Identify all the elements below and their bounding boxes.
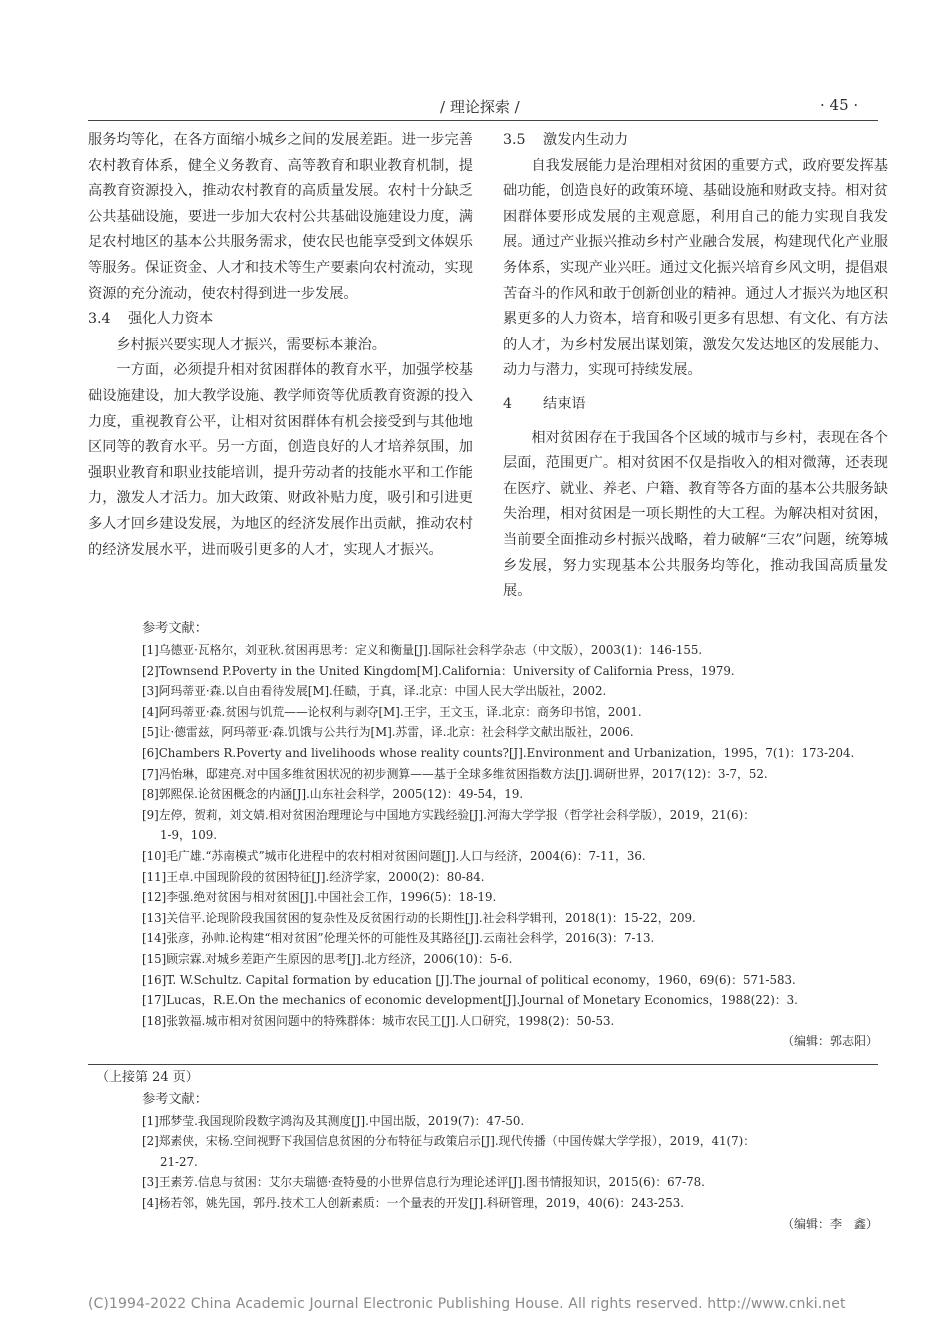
section-title: 强化人力资本: [128, 311, 214, 328]
section-number: 4: [503, 395, 513, 412]
reference-item: [2]郑素侠，宋杨.空间视野下我国信息贫困的分布特征与政策启示[J].现代传播（中国传媒大学学报），2019，41(7)：: [142, 1134, 756, 1149]
section-number: 3.5: [503, 132, 526, 148]
reference-item: [4]阿玛蒂亚·森.贫困与饥荒——论权利与剥夺[M].王宇，王文玉，译.北京：商务印书馆，2001.: [142, 704, 642, 719]
reference-item: [5]让·德雷兹，阿玛蒂亚·森.饥饿与公共行为[M].苏雷，译.北京：社会科学文献出版社，2006.: [142, 725, 634, 740]
header-rule: [88, 120, 878, 121]
reference-item-continuation: 21-27.: [160, 1154, 198, 1169]
reference-item: [11]王卓.中国现阶段的贫困特征[J].经济学家，2000(2)：80-84.: [142, 869, 485, 884]
reference-item: [14]张彦，孙帅.论构建“相对贫困”伦理关怀的可能性及其路径[J].云南社会科学，2016(3)：7-13.: [142, 931, 655, 946]
references-block: [96, 618, 878, 1052]
section-4-heading: [503, 392, 888, 418]
reference-item: [17]Lucas，R.E.On the mechanics of economic development[J].Journal of Monetary Economics，1988(22)：3.: [142, 993, 798, 1008]
reference-item: [15]顾宗霖.对城乡差距产生原因的思考[J].北方经济，2006(10)：5-6.: [142, 951, 513, 966]
reference-item: [9]左停，贺莉，刘文婧.相对贫困治理理论与中国地方实践经验[J].河海大学学报（哲学社会科学版），2019，21(6)：: [142, 807, 756, 822]
right-column: [503, 128, 888, 605]
continued-label: （上接第 24 页）: [96, 1070, 199, 1085]
editor-note: （编辑：郭志阳）: [781, 1034, 878, 1049]
left-column: [88, 128, 473, 563]
reference-item: [10]毛广雄.“苏南模式”城市化进程中的农村相对贫困问题[J].人口与经济，2004(6)：7-11，36.: [142, 848, 646, 863]
section-number: 3.4: [88, 311, 111, 328]
continued-block: [96, 1068, 878, 1234]
reference-item: [3]阿玛蒂亚·森.以自由看待发展[M].任赜，于真，译.北京：中国人民大学出版社，2002.: [142, 684, 607, 699]
reference-item: [1]邢梦莹.我国现阶段数字鸿沟及其测度[J].中国出版，2019(7)：47-50.: [142, 1113, 525, 1128]
right-paragraph-2: 相对贫困存在于我国各个区域的城市与乡村，表现在各个层面，范围更广。相对贫困不仅是指收入的相对微薄，还表现在医疗、就业、养老、户籍、教育等各方面的基本公共服务缺失治理，相对贫困是一项长期性的大工程。为解决相对贫困，当前要全面推动乡村振兴战略，着力破解“三农”问题，统筹城乡发展，努力实现基本公共服务均等化，推动我国高质量发展。: [503, 429, 888, 600]
left-paragraph-2: 乡村振兴要实现人才振兴，需要标本兼治。: [116, 336, 386, 353]
reference-item: [16]T. W.Schultz. Capital formation by education [J].The journal of political economy，1960，69(6)：571-583.: [142, 972, 796, 987]
section-title: 激发内生动力: [543, 132, 629, 148]
section-title: 结束语: [543, 395, 586, 412]
reference-item: [4]杨若邻，姚先国，郭丹.技术工人创新素质：一个量表的开发[J].科研管理，2019，40(6)：243-253.: [142, 1195, 684, 1210]
reference-item: [13]关信平.论现阶段我国贫困的复杂性及反贫困行动的长期性[J].社会科学辑刊，2018(1)：15-22，209.: [142, 910, 696, 925]
section-divider: [88, 1064, 878, 1065]
left-paragraph-3: 一方面，必须提升相对贫困群体的教育水平，加强学校基础设施建设，加大教学设施、教学师资等优质教育资源的投入力度，重视教育公平，让相对贫困群体有机会接受到与其他地区同等的教育水平。另一方面，创造良好的人才培养氛围，加强职业教育和职业技能培训，提升劳动者的技能水平和工作能力，激发人才活力。加大政策、财政补贴力度，吸引和引进更多人才回乡建设发展，为地区的经济发展作出贡献，推动农村的经济发展水平，进而吸引更多的人才，实现人才振兴。: [88, 362, 473, 558]
running-header-title: / 理论探索 /: [440, 98, 520, 116]
reference-item: [1]乌德亚·瓦格尔，刘亚秋.贫困再思考：定义和衡量[J].国际社会科学杂志（中文版），2003(1)：146-155.: [142, 643, 703, 657]
section-3-5-heading: [503, 128, 888, 154]
section-3-4-heading: [88, 307, 473, 333]
reference-item: [6]Chambers R.Poverty and livelihoods whose reality counts?[J].Environment and Urbanization，1995，7(1)：173-204.: [142, 745, 855, 760]
copyright-footer: (C)1994-2022 China Academic Journal Electronic Publishing House. All rights reserved. http://www.cnki.net: [88, 1296, 846, 1312]
right-paragraph-1: 自我发展能力是治理相对贫困的重要方式，政府要发挥基础功能，创造良好的政策环境、基础设施和财政支持。相对贫困群体要形成发展的主观意愿，利用自己的能力实现自我发展。通过产业振兴推动乡村产业融合发展，构建现代化产业服务体系，实现产业兴旺。通过文化振兴培育乡风文明，提倡艰苦奋斗的作风和敢于创新创业的精神。通过人才振兴为地区积累更多的人力资本，培育和吸引更多有思想、有文化、有方法的人才，为乡村发展出谋划策，激发欠发达地区的发展能力、动力与潜力，实现可持续发展。: [503, 157, 888, 379]
left-paragraph-1: 服务均等化，在各方面缩小城乡之间的发展差距。进一步完善农村教育体系，健全义务教育、高等教育和职业教育机制，提高教育资源投入，推动农村教育的高质量发展。农村十分缺乏公共基础设施，要进一步加大农村公共基础设施建设力度，满足农村地区的基本公共服务需求，使农民也能享受到文体娱乐等服务。保证资金、人才和技术等生产要素向农村流动，实现资源的充分流动，使农村得到进一步发展。: [88, 132, 473, 302]
page-number: · 45 ·: [820, 96, 859, 114]
references-label: 参考文献：: [142, 621, 208, 636]
editor-note: （编辑：李 鑫）: [781, 1216, 878, 1231]
reference-item: [7]冯怡琳，邸建亮.对中国多维贫困状况的初步测算——基于全球多维贫困指数方法[J].调研世界，2017(12)：3-7，52.: [142, 766, 768, 781]
reference-item: [18]张敦福.城市相对贫困问题中的特殊群体：城市农民工[J].人口研究，1998(2)：50-53.: [142, 1013, 615, 1028]
reference-item: [3]王素芳.信息与贫困：艾尔夫瑞德·查特曼的小世界信息行为理论述评[J].图书情报知识，2015(6)：67-78.: [142, 1175, 705, 1190]
continued-references-label: 参考文献：: [142, 1091, 208, 1107]
reference-item-continuation: 1-9，109.: [160, 828, 218, 843]
reference-item: [12]李强.绝对贫困与相对贫困[J].中国社会工作，1996(5)：18-19.: [142, 890, 497, 905]
reference-item: [2]Townsend P.Poverty in the United Kingdom[M].California：University of California Press，1979.: [142, 663, 735, 678]
reference-item: [8]郭熙保.论贫困概念的内涵[J].山东社会科学，2005(12)：49-54，19.: [142, 787, 524, 802]
